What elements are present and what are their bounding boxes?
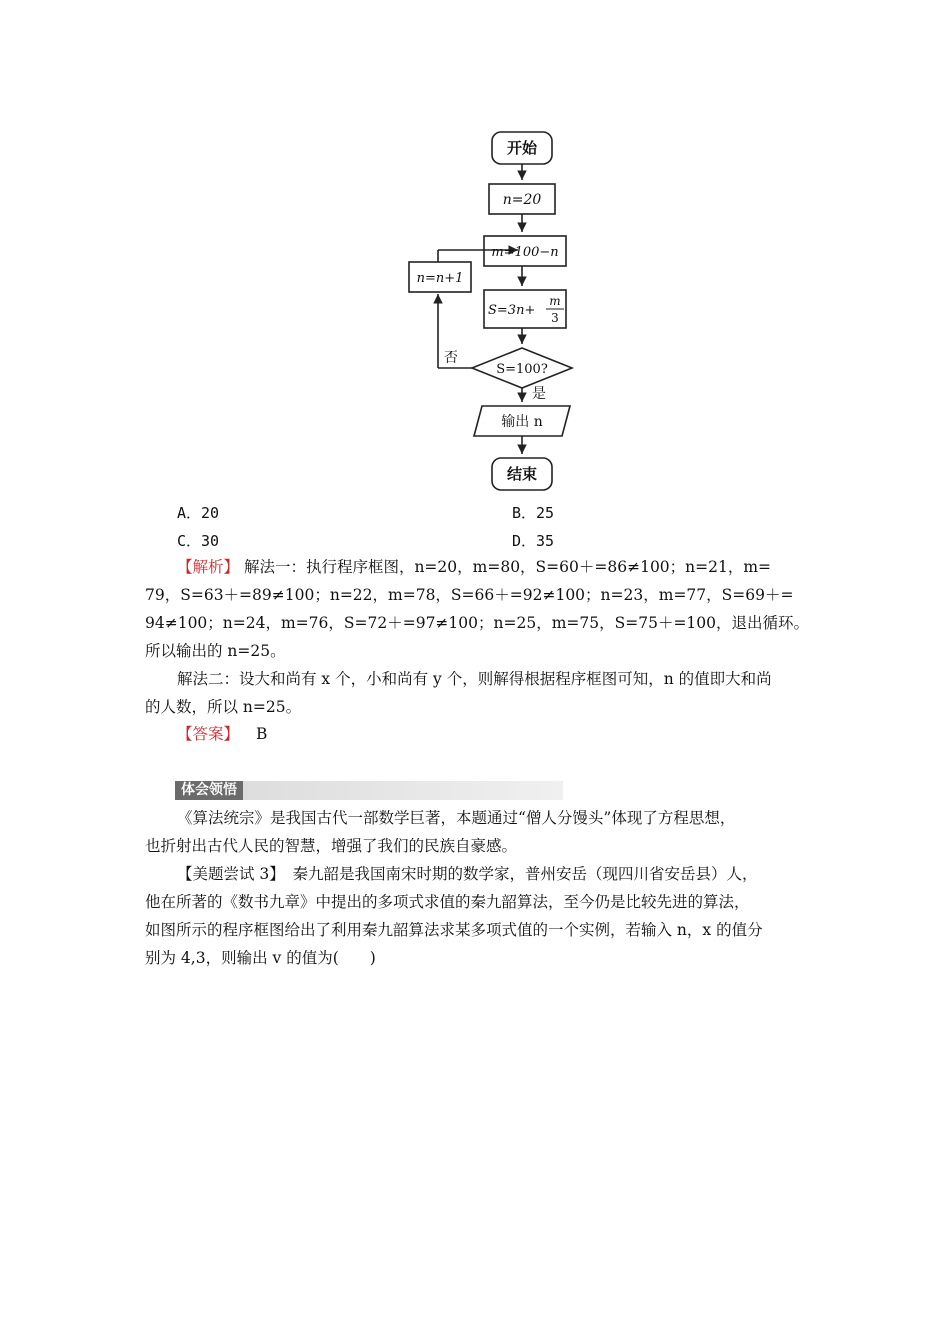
step-s-denominator: 3 <box>551 311 559 325</box>
analysis-line-4: 所以输出的 n=25。 <box>145 642 286 660</box>
option-a: A．20 <box>177 504 220 522</box>
start-label: 开始 <box>506 139 538 157</box>
analysis-text-1: 解法一：执行程序框图，n=20，m=80，S=60＋=86≠100；n=21，m= <box>243 558 772 576</box>
no-label: 否 <box>444 350 458 366</box>
insight-line-1: 《算法统宗》是我国古代一部数学巨著，本题通过“僧人分馒头”体现了方程思想， <box>177 809 736 827</box>
yes-label: 是 <box>532 386 546 402</box>
condition-label: S=100? <box>496 362 548 377</box>
trial-line-1: 【美题尝试 3】 秦九韶是我国南宋时期的数学家，普州安岳（现四川省安岳县）人， <box>177 865 758 883</box>
analysis-line-2: 79，S=63＋=89≠100；n=22，m=78，S=66＋=92≠100；n=23，m=77，S=69＋= <box>145 586 794 604</box>
analysis-tag: 【解析】 <box>177 558 240 576</box>
step-m-label: m=100−n <box>491 245 559 260</box>
analysis-line-1 <box>177 557 771 577</box>
answer-value: B <box>255 725 268 743</box>
increment-label: n=n+1 <box>416 271 464 286</box>
flowchart <box>400 124 590 496</box>
analysis-line-3: 94≠100；n=24，m=76，S=72＋=97≠100；n=25，m=75，S=75＋=100，退出循环。 <box>145 614 810 632</box>
analysis-line-5: 解法二：设大和尚有 x 个，小和尚有 y 个，则解得根据程序框图可知，n 的值即大和尚 <box>177 670 772 688</box>
insight-title: 体会领悟 <box>175 781 243 800</box>
insight-section-bar <box>175 781 563 800</box>
analysis-line-6: 的人数，所以 n=25。 <box>145 698 302 716</box>
output-label: 输出 n <box>501 414 543 430</box>
step-s-numerator: m <box>549 294 561 308</box>
option-c: C．30 <box>177 532 220 550</box>
end-label: 结束 <box>506 465 538 483</box>
answer-line <box>177 724 267 744</box>
answer-tag: 【答案】 <box>177 725 240 743</box>
option-d: D．35 <box>512 532 555 550</box>
trial-line-3: 如图所示的程序框图给出了利用秦九韶算法求某多项式值的一个实例，若输入 n，x 的值分 <box>145 921 763 939</box>
step-s-label: S=3n+ <box>488 303 536 318</box>
option-b: B．25 <box>512 504 555 522</box>
init-label: n=20 <box>502 192 542 208</box>
trial-line-2: 他在所著的《数书九章》中提出的多项式求值的秦九韶算法，至今仍是比较先进的算法， <box>145 893 750 911</box>
trial-line-4: 别为 4,3，则输出 v 的值为( ) <box>145 949 376 967</box>
insight-line-2: 也折射出古代人民的智慧，增强了我们的民族自豪感。 <box>145 837 518 855</box>
